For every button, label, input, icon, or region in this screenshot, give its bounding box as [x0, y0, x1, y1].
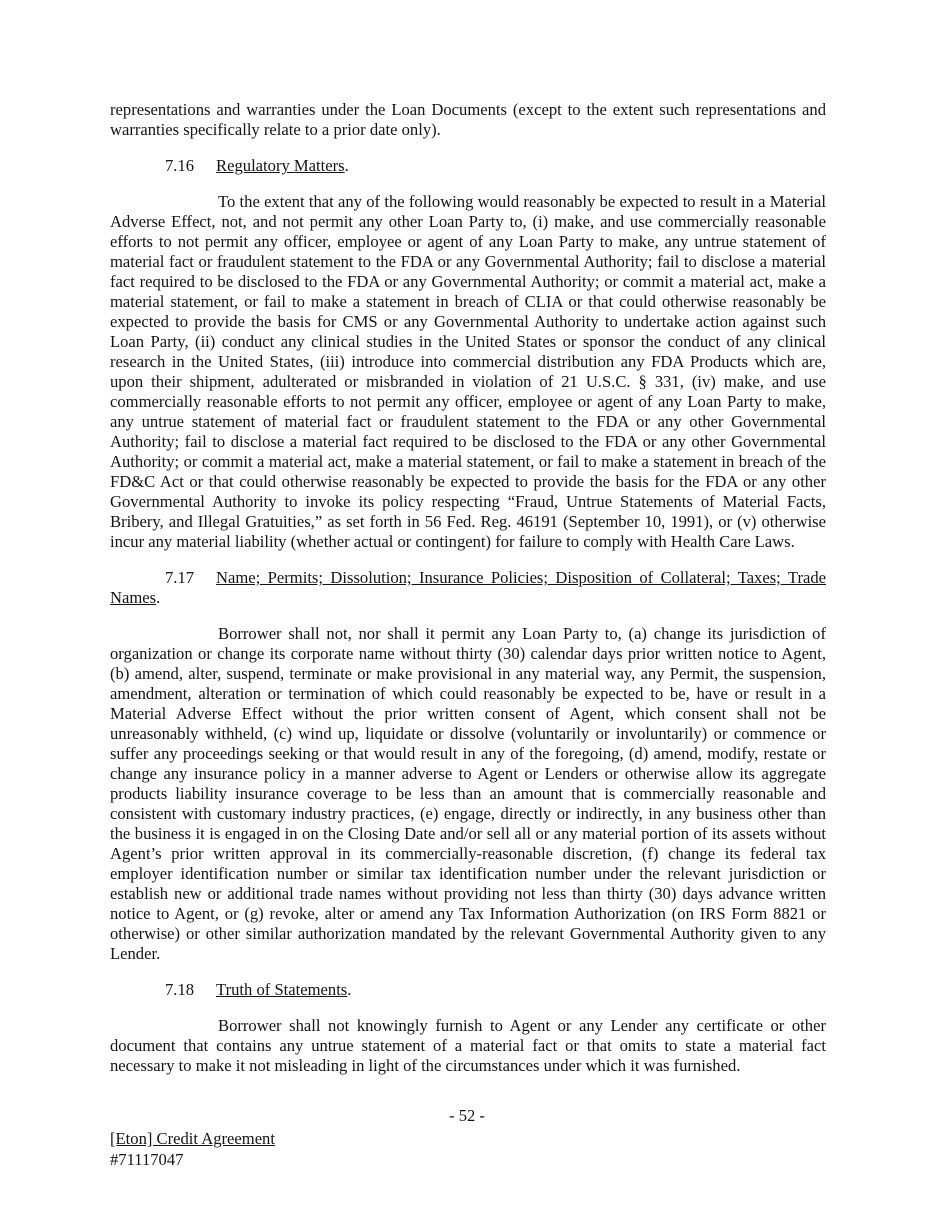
- section-7-16: [110, 156, 826, 552]
- section-7-16-body: To the extent that any of the following would reasonably be expected to result in a Material Adverse Effect, not, and not permit any other Loan Party to, (i) make, and use commercially reasonable efforts to not permit any officer, employee or agent of any Loan Party to make, any untrue statement of material fact or fraudulent statement to the FDA or any Governmental Authority; fail to disclose a material fact required to be disclosed to the FDA or any Governmental Authority; or commit a material act, make a material statement, or fail to make a statement in breach of CLIA or that could otherwise reasonably be expected to provide the basis for CMS or any Governmental Authority to undertake action against such Loan Party, (ii) conduct any clinical studies in the United States or sponsor the conduct of any clinical research in the United States, (iii) introduce into commercial distribution any FDA Products which are, upon their shipment, adulterated or misbranded in violation of 21 U.S.C. § 331, (iv) make, and use commercially reasonable efforts to not permit any officer, employee or agent of any Loan Party to make, any untrue statement of material fact or fraudulent statement to the FDA or any other Governmental Authority; fail to disclose a material fact required to be disclosed to the FDA or any other Governmental Authority; or commit a material act, make a material statement, or fail to make a statement in breach of the FD&C Act or that could otherwise reasonably be expected to provide the basis for the FDA or any other Governmental Authority to invoke its policy respecting “Fraud, Untrue Statements of Material Facts, Bribery, and Illegal Gratuities,” as set forth in 56 Fed. Reg. 46191 (September 10, 1991), or (v) otherwise incur any material liability (whether actual or contingent) for failure to comply with Health Care Laws.: [110, 192, 826, 551]
- page-number: - 52 -: [449, 1106, 485, 1125]
- section-7-18-heading: [110, 980, 826, 1000]
- section-number: 7.16: [165, 156, 195, 175]
- footer-doc-number: #71117047: [110, 1150, 184, 1169]
- section-title-period: .: [156, 588, 161, 607]
- section-title: Truth of Statements: [216, 980, 348, 999]
- section-title: Regulatory Matters: [216, 156, 345, 175]
- footer-doc-title: [Eton] Credit Agreement: [110, 1129, 275, 1148]
- section-7-17: [110, 568, 826, 964]
- footer-doc-reference: [110, 1128, 275, 1170]
- section-7-17-heading: [110, 568, 826, 608]
- intro-paragraph: representations and warranties under the Loan Documents (except to the extent such representations and warranties specifically relate to a prior date only).: [110, 100, 826, 139]
- section-number: 7.17: [165, 568, 195, 587]
- section-number: 7.18: [165, 980, 195, 999]
- section-7-18-body: Borrower shall not knowingly furnish to Agent or any Lender any certificate or other document that contains any untrue statement of a material fact or that omits to state a material fact necessary to make it not misleading in light of the circumstances under which it was furnished.: [110, 1016, 826, 1075]
- section-7-18: [110, 980, 826, 1076]
- section-title: Name; Permits; Dissolution; Insurance Policies; Disposition of Collateral; Taxes; Trade Names: [110, 568, 826, 607]
- section-title-period: .: [347, 980, 352, 999]
- section-7-17-body: Borrower shall not, nor shall it permit any Loan Party to, (a) change its jurisdiction of organization or change its corporate name without thirty (30) calendar days prior written notice to Agent, (b) amend, alter, suspend, terminate or make provisional in any material way, any Permit, the suspension, amendment, alteration or termination of which could reasonably be expected to be, have or result in a Material Adverse Effect without the prior written consent of Agent, which consent shall not be unreasonably withheld, (c) wind up, liquidate or dissolve (voluntarily or involuntarily) or commence or suffer any proceedings seeking or that would result in any of the foregoing, (d) amend, modify, restate or change any insurance policy in a manner adverse to Agent or Lenders or otherwise allow its aggregate products liability insurance coverage to be less than an amount that is commercially reasonable and consistent with customary industry practices, (e) engage, directly or indirectly, in any business other than the business it is engaged in on the Closing Date and/or sell all or any material portion of its assets without Agent’s prior written approval in its commercially-reasonable discretion, (f) change its federal tax employer identification number or similar tax identification number under the relevant jurisdiction or establish new or additional trade names without providing not less than thirty (30) days advance written notice to Agent, or (g) revoke, alter or amend any Tax Information Authorization (on IRS Form 8821 or otherwise) or other similar authorization mandated by the relevant Governmental Authority given to any Lender.: [110, 624, 826, 963]
- section-title-period: .: [344, 156, 349, 175]
- section-7-16-heading: [110, 156, 826, 176]
- page-body: [110, 100, 826, 1076]
